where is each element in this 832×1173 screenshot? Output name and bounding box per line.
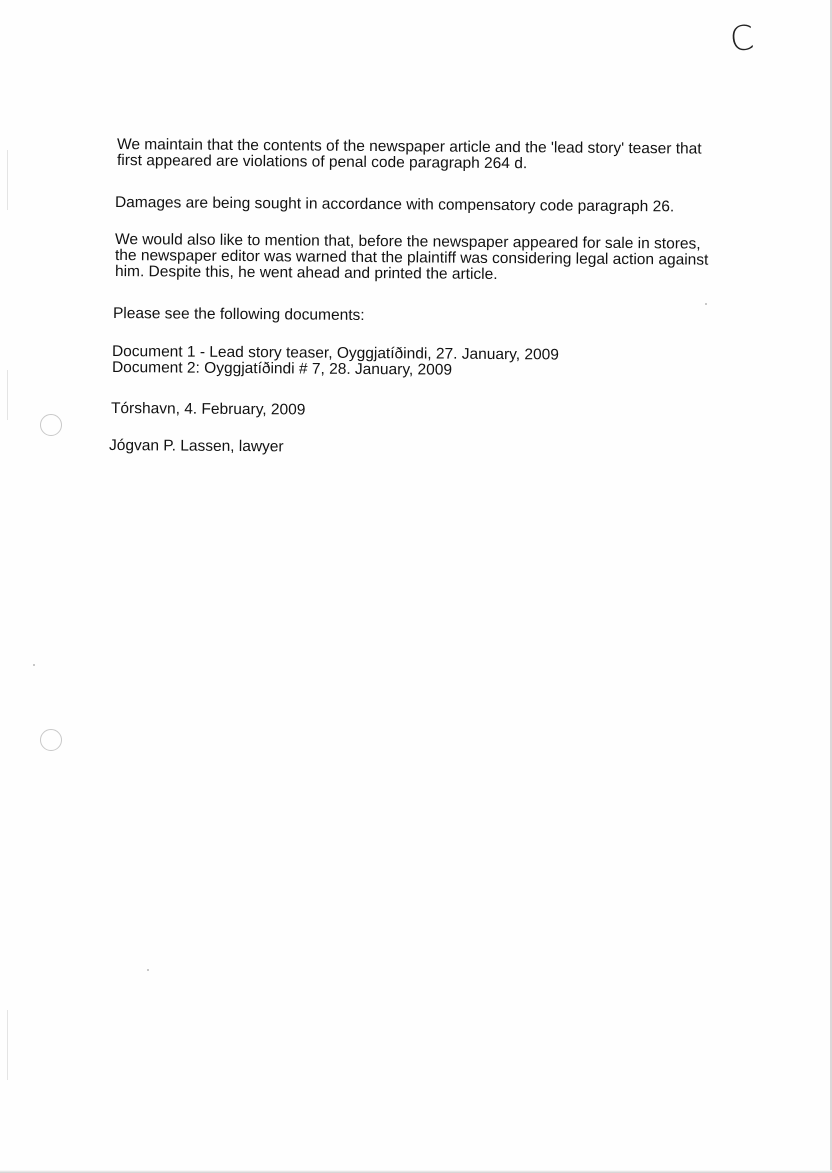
- place-date-line: Tórshavn, 4. February, 2009: [110, 400, 306, 419]
- paragraph-editor-warning: [114, 231, 709, 284]
- margin-scan-mark: [7, 150, 8, 210]
- paragraph-see-documents: [113, 306, 365, 322]
- paragraph-line: him. Despite this, he went ahead and printed the article.: [114, 263, 498, 284]
- place-and-date: [111, 401, 305, 417]
- margin-scan-mark: [7, 1010, 8, 1080]
- paragraph-line: We maintain that the contents of the newspaper article and the 'lead story' teaser that: [116, 136, 702, 158]
- document-list-item: Document 1 - Lead story teaser, Oyggjatíðindi, 27. January, 2009: [111, 343, 559, 364]
- scan-speck: [147, 969, 149, 971]
- corner-mark: C: [727, 17, 756, 61]
- paragraph-damages: [114, 194, 675, 216]
- paragraph-line: We would also like to mention that, before the newspaper appeared for sale in stores,: [114, 231, 701, 253]
- paragraph-violation-claim: [116, 136, 702, 173]
- punch-hole-lower: [40, 729, 62, 751]
- paragraph-line: the newspaper editor was warned that the plaintiff was considering legal action against: [114, 247, 709, 269]
- document-list-item: Document 2: Oyggjatíðindi # 7, 28. January, 2009: [111, 359, 453, 379]
- scan-speck: [33, 664, 35, 666]
- scan-speck: [705, 303, 707, 305]
- document-list: [111, 343, 559, 379]
- signature-block: [109, 438, 284, 454]
- punch-hole-upper: [40, 414, 62, 436]
- paragraph-line: first appeared are violations of penal code paragraph 264 d.: [116, 152, 528, 173]
- paragraph-line: Damages are being sought in accordance with compensatory code paragraph 26.: [114, 194, 675, 216]
- signature-line: Jógvan P. Lassen, lawyer: [108, 437, 284, 456]
- paragraph-line: Please see the following documents:: [112, 305, 365, 324]
- margin-scan-mark: [7, 370, 8, 420]
